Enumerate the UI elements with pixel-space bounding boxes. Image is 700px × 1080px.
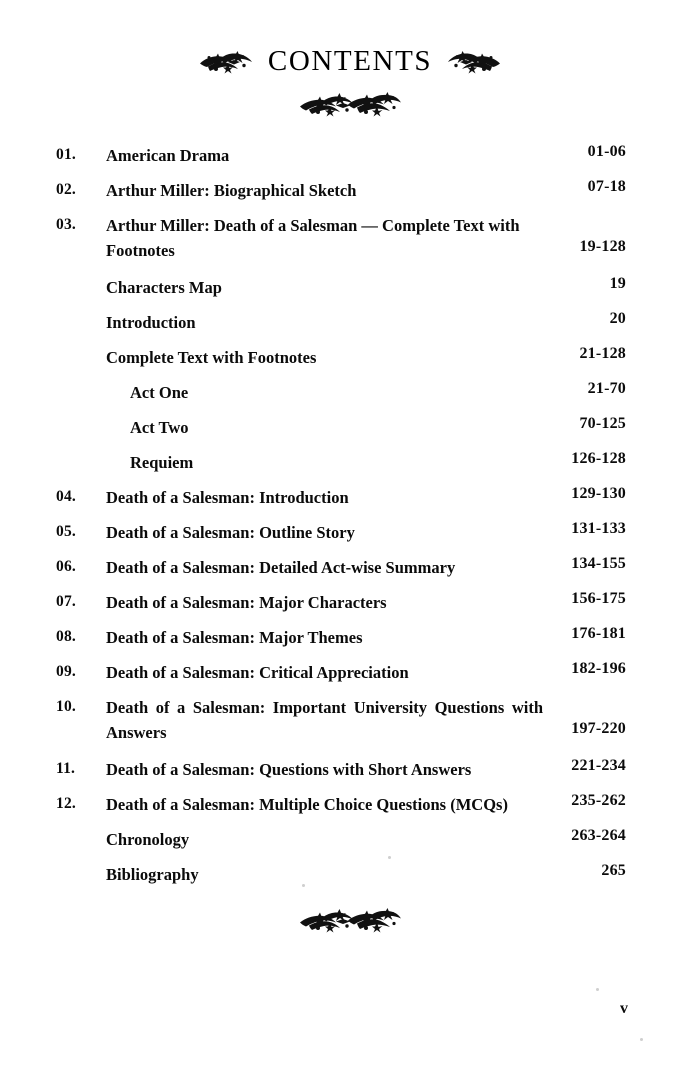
toc-entry-number: 01. bbox=[56, 146, 76, 163]
toc-entry[interactable] bbox=[0, 789, 700, 824]
toc-entry-pages: 01-06 bbox=[587, 143, 626, 160]
page-folio-number: v bbox=[620, 1000, 628, 1017]
toc-entry[interactable] bbox=[0, 175, 700, 210]
toc-entry[interactable] bbox=[0, 272, 700, 307]
toc-entry-number: 06. bbox=[56, 558, 76, 575]
toc-entry-title: Arthur Miller: Biographical Sketch bbox=[106, 181, 357, 200]
toc-entry[interactable] bbox=[0, 447, 700, 482]
toc-entry-title: Death of a Salesman: Major Characters bbox=[106, 593, 387, 612]
toc-entry-title: Death of a Salesman: Detailed Act-wise Summary bbox=[106, 558, 456, 577]
toc-entry-pages: 21-70 bbox=[587, 380, 626, 397]
toc-entry-pages: 21-128 bbox=[579, 345, 626, 362]
toc-entry-title: American Drama bbox=[106, 146, 230, 165]
toc-entry-pages: 235-262 bbox=[571, 792, 626, 809]
toc-entry-number: 08. bbox=[56, 628, 76, 645]
toc-entry-number: 10. bbox=[56, 698, 76, 715]
toc-entry[interactable] bbox=[0, 754, 700, 789]
toc-entry-pages: 263-264 bbox=[571, 827, 626, 844]
toc-entry-pages: 182-196 bbox=[571, 660, 626, 677]
toc-entry-pages: 07-18 bbox=[587, 178, 626, 195]
floral-star-ornament-icon-left bbox=[198, 46, 254, 76]
toc-entry-pages: 20 bbox=[609, 310, 626, 327]
toc-entry-pages: 134-155 bbox=[571, 555, 626, 572]
toc-entry[interactable] bbox=[0, 377, 700, 412]
toc-entry-number: 05. bbox=[56, 523, 76, 540]
toc-entry[interactable] bbox=[0, 552, 700, 587]
toc-entry-title: Arthur Miller: Death of a Salesman — Complete Text with Footnotes bbox=[106, 216, 520, 260]
toc-entry[interactable] bbox=[0, 587, 700, 622]
toc-entry-number: 07. bbox=[56, 593, 76, 610]
toc-entry-title: Death of a Salesman: Major Themes bbox=[106, 628, 363, 647]
contents-heading-row bbox=[0, 40, 700, 82]
toc-entry-title: Act One bbox=[130, 383, 189, 402]
toc-entry-title: Death of a Salesman: Questions with Short Answers bbox=[106, 760, 472, 779]
toc-entry-pages: 129-130 bbox=[571, 485, 626, 502]
scan-speckle bbox=[302, 884, 305, 887]
toc-entry-title: Act Two bbox=[130, 418, 189, 437]
toc-entry-title: Chronology bbox=[106, 830, 190, 849]
toc-entry-pages: 19 bbox=[609, 275, 626, 292]
toc-entry[interactable] bbox=[0, 517, 700, 552]
table-of-contents bbox=[0, 140, 700, 894]
toc-entry-pages: 126-128 bbox=[571, 450, 626, 467]
toc-entry[interactable] bbox=[0, 657, 700, 692]
toc-entry[interactable] bbox=[0, 824, 700, 859]
toc-entry-pages: 221-234 bbox=[571, 757, 626, 774]
toc-entry-pages: 131-133 bbox=[571, 520, 626, 537]
toc-entry-pages: 197-220 bbox=[571, 720, 626, 737]
floral-star-ornament-icon-right bbox=[446, 46, 502, 76]
scan-speckle bbox=[640, 1038, 643, 1041]
toc-entry[interactable] bbox=[0, 859, 700, 894]
toc-entry-pages: 70-125 bbox=[579, 415, 626, 432]
footer-ornament-block bbox=[0, 898, 700, 934]
floral-star-ornament-icon-footer bbox=[298, 904, 402, 934]
floral-star-ornament-icon-header-divider bbox=[298, 88, 402, 118]
toc-entry-number: 09. bbox=[56, 663, 76, 680]
toc-entry-title: Introduction bbox=[106, 313, 196, 332]
toc-entry[interactable] bbox=[0, 140, 700, 175]
toc-entry-number: 12. bbox=[56, 795, 76, 812]
toc-entry[interactable] bbox=[0, 210, 700, 272]
toc-entry-pages: 265 bbox=[601, 862, 626, 879]
toc-entry-number: 04. bbox=[56, 488, 76, 505]
toc-entry-number: 03. bbox=[56, 216, 76, 233]
toc-entry[interactable] bbox=[0, 482, 700, 517]
toc-entry-title: Characters Map bbox=[106, 278, 222, 297]
contents-heading-block bbox=[0, 40, 700, 118]
toc-entry-title: Death of a Salesman: Multiple Choice Questions (MCQs) bbox=[106, 795, 508, 814]
toc-entry-title: Death of a Salesman: Outline Story bbox=[106, 523, 355, 542]
toc-entry-title: Requiem bbox=[130, 453, 194, 472]
toc-entry-number: 11. bbox=[56, 760, 76, 777]
toc-entry[interactable] bbox=[0, 622, 700, 657]
scan-speckle bbox=[388, 856, 391, 859]
scan-speckle bbox=[596, 988, 599, 991]
toc-entry-number: 02. bbox=[56, 181, 76, 198]
toc-entry-title: Complete Text with Footnotes bbox=[106, 348, 317, 367]
toc-entry-pages: 156-175 bbox=[571, 590, 626, 607]
toc-entry[interactable] bbox=[0, 307, 700, 342]
toc-entry-title: Death of a Salesman: Critical Appreciation bbox=[106, 663, 409, 682]
toc-entry[interactable] bbox=[0, 412, 700, 447]
toc-entry-title: Death of a Salesman: Introduction bbox=[106, 488, 349, 507]
toc-entry[interactable] bbox=[0, 342, 700, 377]
toc-entry-pages: 19-128 bbox=[579, 238, 626, 255]
toc-entry-title: Bibliography bbox=[106, 865, 199, 884]
toc-entry-pages: 176-181 bbox=[571, 625, 626, 642]
toc-entry[interactable] bbox=[0, 692, 700, 754]
page-title: CONTENTS bbox=[267, 44, 433, 77]
toc-entry-title: Death of a Salesman: Important University Questions with Answers bbox=[106, 698, 543, 742]
